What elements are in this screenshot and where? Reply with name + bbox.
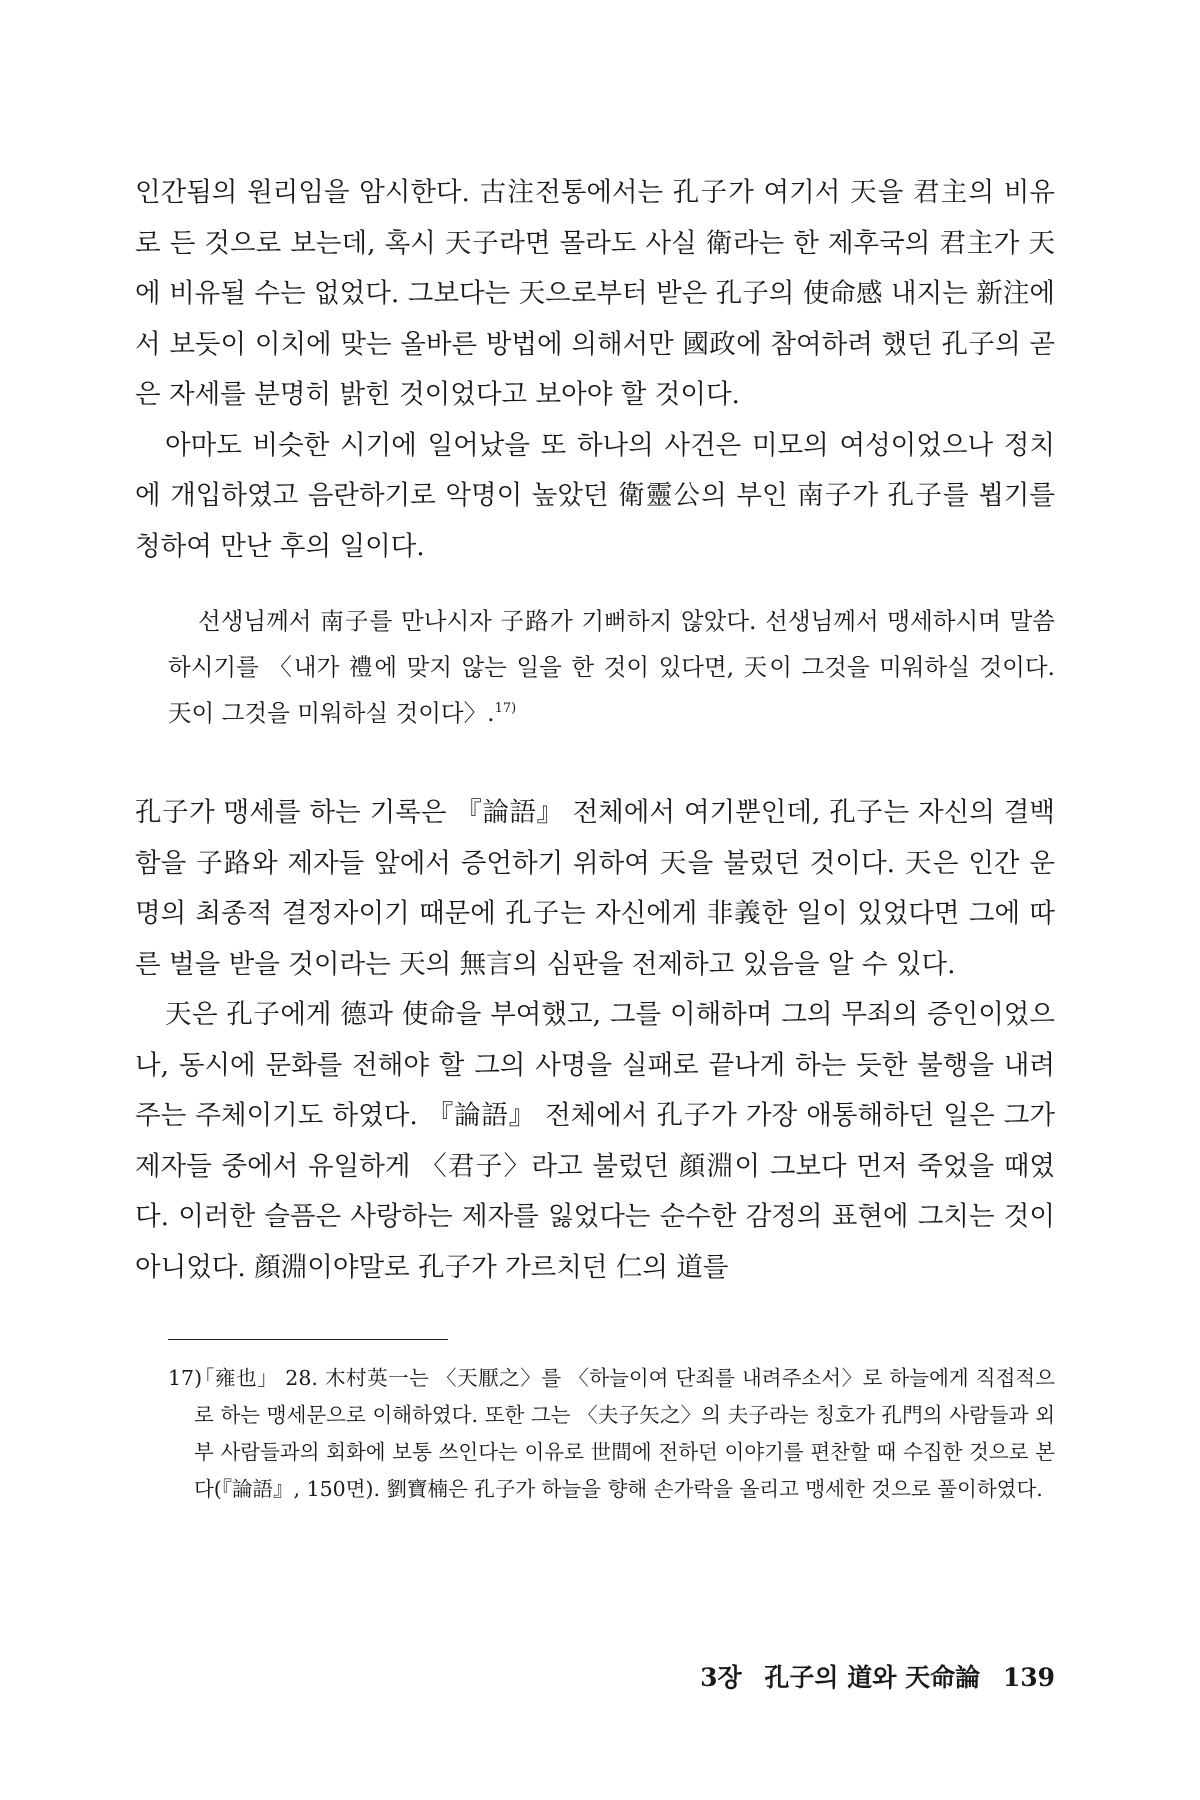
quote-paragraph xyxy=(168,598,1055,736)
footnote-number: 17) xyxy=(168,1366,203,1390)
paragraph: 인간됨의 원리임을 암시한다. 古注전통에서는 孔子가 여기서 天을 君主의 비유로 든 것으로 보는데, 혹시 天子라면 몰라도 사실 衛라는 한 제후국의 君主가 天에 비유될 수는 없었다. 그보다는 天으로부터 받은 孔子의 使命感 내지는 新注에서 보듯이 이치에 맞는 올바른 방법에 의해서만 國政에 참여하려 했던 孔子의 곧은 자세를 분명히 밝힌 것이었다고 보아야 할 것이다. xyxy=(135,177,1055,410)
body-text-bottom xyxy=(135,788,1055,1293)
paragraph: 孔子가 맹세를 하는 기록은 『論語』 전체에서 여기뿐인데, 孔子는 자신의 결백함을 子路와 제자들 앞에서 증언하기 위하여 天을 불렀던 것이다. 天은 인간 운명의 최종적 결정자이기 때문에 孔子는 자신에게 非義한 일이 있었다면 그에 따른 벌을 받을 것이라는 天의 無言의 심판을 전제하고 있음을 알 수 있다. xyxy=(135,797,1055,980)
footnote-separator xyxy=(168,1339,448,1340)
page-number: 139 xyxy=(1002,1663,1055,1692)
chapter-label: 3장 xyxy=(700,1663,742,1692)
paragraph: 아마도 비슷한 시기에 일어났을 또 하나의 사건은 미모의 여성이었으나 정치에 개입하였고 음란하기로 악명이 높았던 衛靈公의 부인 南子가 孔子를 뵙기를 청하여 만난 후의 일이다. xyxy=(135,429,1055,562)
footnote-text: 「雍也」 28. 木村英一는 〈天厭之〉를 〈하늘이여 단죄를 내려주소서〉로 하늘에게 직접적으로 하는 맹세문으로 이해하였다. 또한 그는 〈夫子矢之〉의 夫子라는 칭호가 孔門의 사람들과 외부 사람들과의 회화에 보통 쓰인다는 이유로 世間에 전하던 이야기를 편찬할 때 수집한 것으로 본다(『論語』, 150면). 劉寶楠은 孔子가 하늘을 향해 손가락을 올리고 맹세한 것으로 풀이하였다. xyxy=(194,1366,1055,1501)
quote-text: 선생님께서 南子를 만나시자 子路가 기뻐하지 않았다. 선생님께서 맹세하시며 말씀하시기를 〈내가 禮에 맞지 않는 일을 한 것이 있다면, 天이 그것을 미워하실 것이다. 天이 그것을 미워하실 것이다〉. xyxy=(168,607,1055,727)
body-text-top xyxy=(135,168,1055,572)
chapter-title: 孔子의 道와 天命論 xyxy=(764,1663,981,1692)
block-quote xyxy=(168,598,1055,736)
footnote-reference: 17) xyxy=(494,701,517,717)
footnote xyxy=(140,1360,1055,1508)
running-footer xyxy=(670,1658,1055,1694)
paragraph: 天은 孔子에게 德과 使命을 부여했고, 그를 이해하며 그의 무죄의 증인이었으나, 동시에 문화를 전해야 할 그의 사명을 실패로 끝나게 하는 듯한 불행을 내려주는 주체이기도 하였다. 『論語』 전체에서 孔子가 가장 애통해하던 일은 그가 제자들 중에서 유일하게 〈君子〉라고 불렀던 顔淵이 그보다 먼저 죽었을 때였다. 이러한 슬픔은 사랑하는 제자를 잃었다는 순수한 감정의 표현에 그치는 것이 아니었다. 顔淵이야말로 孔子가 가르치던 仁의 道를 xyxy=(135,999,1055,1283)
